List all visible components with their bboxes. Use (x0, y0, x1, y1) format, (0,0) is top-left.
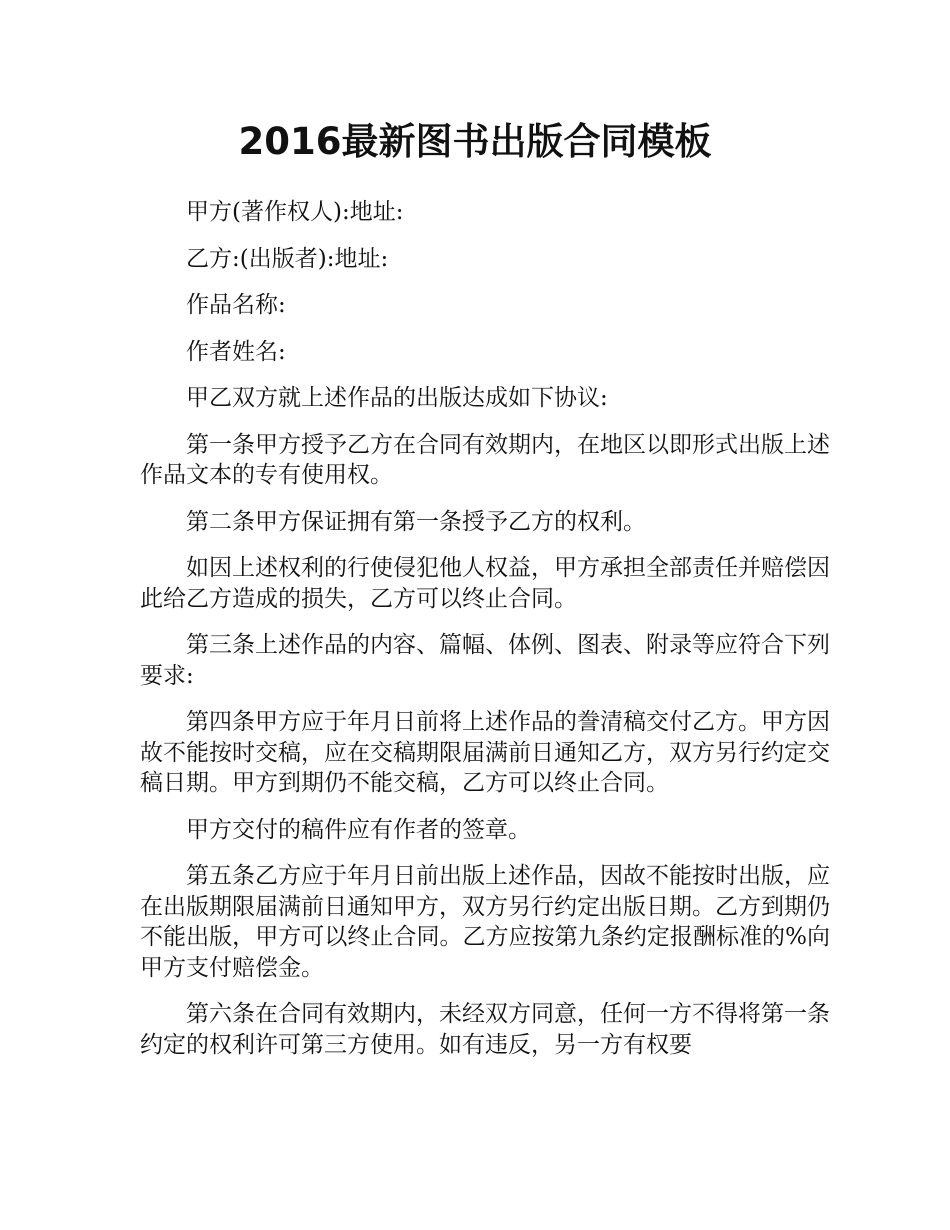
paragraph-article-6: 第六条在合同有效期内，未经双方同意，任何一方不得将第一条约定的权利许可第三方使用。如有违反，另一方有权要 (140, 1001, 830, 1058)
paragraph-work-title: 作品名称: (186, 292, 286, 318)
paragraph-article-4: 第四条甲方应于年月日前将上述作品的誊清稿交付乙方。甲方因故不能按时交稿，应在交稿期限届满前日通知乙方，双方另行约定交稿日期。甲方到期仍不能交稿，乙方可以终止合同。 (140, 709, 830, 796)
document-title: 2016最新图书出版合同模板 (238, 120, 712, 163)
paragraph-author-name: 作者姓名: (186, 338, 286, 365)
paragraph-article-4-signature: 甲方交付的稿件应有作者的签章。 (186, 816, 531, 843)
paragraph-article-2: 第二条甲方保证拥有第一条授予乙方的权利。 (186, 508, 646, 535)
document-body (140, 197, 830, 1076)
paragraph-article-3: 第三条上述作品的内容、篇幅、体例、图表、附录等应符合下列要求: (140, 632, 830, 689)
paragraph-agreement-intro: 甲乙双方就上述作品的出版达成如下协议: (186, 385, 608, 411)
paragraph-article-1: 第一条甲方授予乙方在合同有效期内，在地区以即形式出版上述作品文本的专有使用权。 (140, 431, 830, 488)
paragraph-party-a: 甲方(著作权人):地址: (186, 199, 404, 225)
paragraph-article-2-liability: 如因上述权利的行使侵犯他人权益，甲方承担全部责任并赔偿因此给乙方造成的损失，乙方可以终止合同。 (140, 555, 830, 612)
paragraph-article-5: 第五条乙方应于年月日前出版上述作品，因故不能按时出版，应在出版期限届满前日通知甲方，双方另行约定出版日期。乙方到期仍不能出版，甲方可以终止合同。乙方应按第九条约定报酬标准的%向甲方支付赔偿金。 (140, 863, 830, 981)
paragraph-party-b: 乙方:(出版者):地址: (186, 245, 389, 272)
